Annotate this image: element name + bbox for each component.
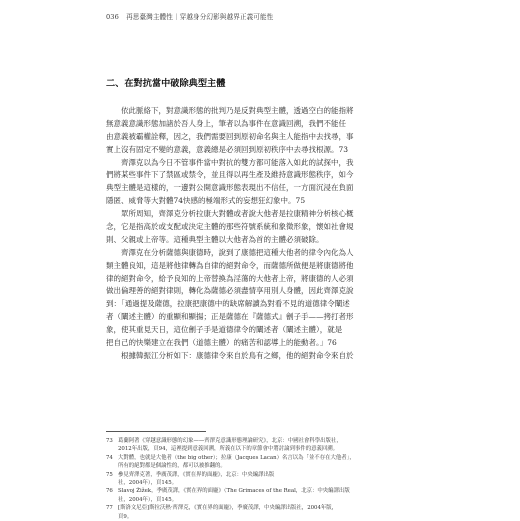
footnote-line: [106, 504, 424, 512]
footnote-text: 大對體，也就是大他者（the big other）；拉康（Jacques Lacan）名言以為「並不存在大他者」，: [118, 454, 355, 461]
body-line: 齊澤克在分析薩德與康德時，說到了康德把這種大他者的律令內化為人: [121, 247, 354, 257]
footnote-number: 77: [106, 505, 113, 512]
footnote-line: [106, 462, 424, 470]
footnote-number: 73: [106, 438, 113, 444]
body-line: 齊澤克以為今日不管事件當中對抗的雙方都可能落入如此的試探中，我: [121, 157, 354, 167]
footnote-line: [106, 471, 424, 479]
footnote-rule: [106, 431, 206, 432]
body-line: 律的絕對命令，給予良知的上帝替換為淫蕩的大他者上帝，將康德的人必須: [106, 273, 354, 283]
body-line: 實上沒有固定不變的意義，意義總是必須回到原初秩序中去尋找根源。73: [106, 144, 349, 154]
footnote-line: [106, 496, 424, 504]
footnote-text: Slavoj Žižek，季廣茂譯，《實在界的面龐》（The Grimaces of the Real，北京：中央編譯出版: [118, 488, 350, 495]
footnote-line: [106, 445, 424, 453]
footnote-number: 74: [106, 454, 113, 461]
footnote-line: [106, 437, 424, 445]
footnotes: [106, 437, 424, 521]
footnote-text: 葛蘭阿著《穿越意識形態的幻象——齊澤克意識形態理論研究》，北京：中國社會科學出版社，: [118, 438, 342, 444]
footnote-line: [106, 513, 424, 521]
footnote-text: 所有的絕對都是個論性的，都可以被推翻的。: [118, 463, 226, 470]
footnote-text: 2012年出版，頁94，這裡提到意義回溯，所義在以下的章節會中將討論到事件的意義回溯。: [118, 446, 339, 453]
body-line: 念，它是指高於或支配或決定主體的那些符號系統和象徵形象，懷如社會規: [106, 222, 354, 232]
running-head: [106, 11, 273, 21]
body-line: 無意義意識形態加諸於吾人身上，筆者以為事件在意識回溯，我們不能任: [106, 118, 346, 128]
footnote-text: 參見齊澤克著，季廣茂譯，《實在界的面龐》，北京：中央編譯出版: [118, 471, 275, 478]
body-line: 隱匿、威脅等大對體74快感的極端形式的妄想狂幻象中。75: [106, 196, 306, 206]
body-line: 眾所周知，齊澤克分析拉康大對體或者說大他者是拉康精神分析核心概: [121, 209, 354, 219]
footnote-line: [106, 454, 424, 462]
footnote-text: [斯洛文尼亞]斯拉沃熱·齊澤克，《實在界的面龐》，季廣茂譯，中央編譯出版社，2004年版，: [118, 505, 338, 512]
body-line: 做出倫理善的絕對律則，轉化為薩德必須盡情享用別人身體，因此齊澤克說: [106, 286, 354, 296]
body-line: 根據韓振江分析如下：康德律令來自於鳥有之鄉，他的絕對命令來自於: [121, 350, 354, 360]
section-heading: 二、在對抗當中破除典型主體: [106, 78, 226, 89]
body-line: 們將某些事件下了禁區或禁令，並且得以再生產及維持意識形態秩序，如今: [106, 170, 354, 180]
body-line: 者（闡述主體）的重顯和顯揚；正是薩德在『薩德式』劊子手——拷打者形: [106, 312, 354, 322]
page-number: 036: [106, 13, 119, 21]
body-line: 把自己的快樂建立在我們（道德主體）的痛苦和認導上的能動者。」76: [106, 338, 337, 348]
body-line: 則、父親或上帝等。這種典型主體以大他者為首的主體必須破除。: [106, 234, 324, 244]
body-line: 典型主體是這樣的，一邊對公開意識形態表現出不信任，一方面沉浸在負面: [106, 183, 354, 193]
body-line: 依此脈絡下，對意識形態的批判乃是反對典型主體，透過空白的能指將: [121, 106, 354, 115]
footnote-text: 頁9。: [118, 513, 133, 520]
running-head-title: 再思臺灣主體性｜穿越身分幻影與越界正義可能性: [126, 13, 274, 21]
body-text: [106, 105, 418, 363]
footnote-text: 社，2004年），頁145。: [118, 480, 178, 487]
footnote-text: 社，2004年），頁145。: [118, 496, 178, 503]
body-line: 由意義被霸權詮釋，因之，我們需要回到原初命名與主人能指中去找尋，事: [106, 131, 354, 141]
footnote-line: [106, 479, 424, 487]
body-line: 到：「通過提及薩德，拉康把康德中的缺席解讀為對看不見的道德律令闡述: [106, 299, 350, 309]
footnote-number: 75: [106, 471, 113, 478]
body-line: 類主體良知，這是將他律轉為自律的絕對命令，而薩德所做便是將康德將他: [106, 260, 354, 270]
body-line: 象，使其重見天日，這位劊子手是道德律令的闡述者（闡述主體），就是: [106, 325, 343, 335]
footnote-line: [106, 487, 424, 495]
footnote-number: 76: [106, 488, 113, 495]
